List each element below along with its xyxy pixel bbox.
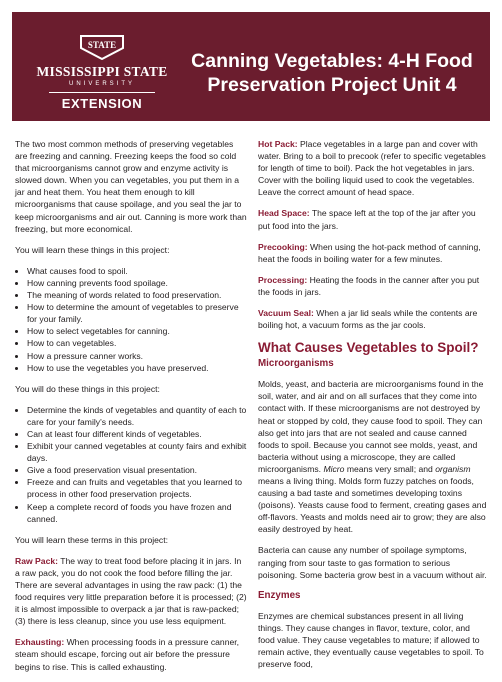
term-vacuum-seal bbox=[258, 307, 488, 331]
right-column bbox=[258, 138, 488, 679]
paragraph-text: means a living thing. Molds form fuzzy patches on foods, causing a bad taste and sometimes developing toxins (poisons). Yeasts cause food to ferment, creating gases and off-flavors. Yeasts and molds need air to grow; they are also easily destroyed by heat. bbox=[258, 475, 487, 535]
logo-university-label: UNIVERSITY bbox=[68, 81, 135, 87]
term-processing bbox=[258, 274, 488, 298]
paragraph-text: Molds, yeast, and bacteria are microorganisms found in the soil, water, and air and on all surfaces that they come into contact with. If these microorganisms are not destroyed by heat or stopped by cold, they cause food to spoil. They can also get into jars that are not sealed and cause canned foods to spoil. Because you cannot see molds, yeast, and bacteria without using a microscope, they are called microorganisms. bbox=[258, 379, 484, 474]
do-heading: You will do these things in this project: bbox=[15, 383, 160, 394]
list-item: • Determine the kinds of vegetables and quantity of each to care for your family's needs. bbox=[27, 404, 247, 428]
term-definition: The space left at the top of the jar after you put food into the jars. bbox=[258, 208, 476, 231]
italic-term: Micro bbox=[323, 463, 345, 474]
enzymes-paragraph: Enzymes are chemical substances present in all living things. They cause changes in flavor, texture, color, and food value. They cause vegetables to mature; if allowed to remain active, they eventually cause vegetables to spoil. To preserve food, bbox=[258, 610, 484, 670]
learn-heading: You will learn these things in this project: bbox=[15, 244, 170, 255]
do-list bbox=[15, 404, 247, 525]
list-item: • How to determine the amount of vegetables to preserve for your family. bbox=[27, 301, 247, 325]
term-label: Exhausting: bbox=[15, 637, 65, 648]
italic-term: organism bbox=[435, 463, 471, 474]
logo-extension-label: EXTENSION bbox=[61, 96, 143, 111]
intro-paragraph: The two most common methods of preserving vegetables are freezing and canning. Freezing keeps the food so cold that microorganisms cannot grow and enzyme activity is slowed down. When you can vegetables, you put them in a jar and heat them. You heat them enough to kill microorganisms that cause spoilage, and you seal the jar to keep microorganisms and air out. Canning is more work than freezing, but more economical. bbox=[15, 139, 247, 234]
term-definition: When processing foods in a pressure canner, steam should escape, forcing out air before the pressure begins to rise. This is called exhausting. bbox=[15, 637, 240, 672]
term-precooking bbox=[258, 241, 488, 265]
left-column bbox=[15, 138, 247, 682]
term-definition: When using the hot-pack method of canning, heat the foods in boiling water for a few minutes. bbox=[258, 241, 481, 264]
logo-divider bbox=[49, 92, 155, 93]
learn-list bbox=[15, 265, 247, 374]
svg-text:STATE: STATE bbox=[87, 40, 117, 50]
paragraph-text: means very small; and bbox=[344, 463, 436, 474]
list-item: • How to can vegetables. bbox=[27, 337, 247, 349]
term-label: Hot Pack: bbox=[258, 139, 298, 149]
term-raw-pack bbox=[15, 555, 247, 628]
terms-heading: You will learn these terms in this project: bbox=[15, 534, 169, 545]
list-item: • The meaning of words related to food preservation. bbox=[27, 289, 247, 301]
msu-extension-logo bbox=[27, 30, 177, 126]
term-definition: The way to treat food before placing it in jars. In a raw pack, you do not cook the food before filling the jar. There are several advantages in using the raw pack: (1) the food requires very little preparation before it is processed; (2) it is almost impossible to overpack a jar that is raw-packed; (3) there is less cleanup, since you use less equipment. bbox=[15, 555, 247, 627]
state-shield-icon bbox=[79, 34, 125, 60]
term-definition: When a jar lid seals while the contents are boiling hot, a vacuum forms as the jar cools. bbox=[258, 308, 478, 331]
subheading-enzymes: Enzymes bbox=[258, 589, 301, 601]
list-item: • How canning prevents food spoilage. bbox=[27, 277, 247, 289]
list-item: • What causes food to spoil. bbox=[27, 265, 247, 277]
list-item: • How to use the vegetables you have preserved. bbox=[27, 362, 247, 374]
list-item: • How to select vegetables for canning. bbox=[27, 325, 247, 337]
bacteria-paragraph: Bacteria can cause any number of spoilage symptoms, ranging from sour taste to gas formation to serious poisoning. Some bacteria grow best in a vacuum without air. bbox=[258, 545, 487, 580]
list-item: • How a pressure canner works. bbox=[27, 350, 247, 362]
term-hot-pack bbox=[258, 138, 488, 198]
term-definition: Place vegetables in a large pan and cover with water. Bring to a boil to precook (refer to specific vegetables for length of time to boil). Pack the hot vegetables in jars. Cover with the boiling liquid used to cook the vegetables. Leave the correct amount of head space. bbox=[258, 139, 486, 198]
list-item: • Can at least four different kinds of vegetables. bbox=[27, 428, 247, 440]
subheading-microorganisms: Microorganisms bbox=[258, 358, 334, 370]
header-banner bbox=[0, 0, 502, 118]
list-item: • Freeze and can fruits and vegetables that you learned to process in other food preservation projects. bbox=[27, 476, 247, 500]
term-label: Processing: bbox=[258, 274, 308, 285]
list-item: • Exhibit your canned vegetables at county fairs and exhibit days. bbox=[27, 440, 247, 464]
section-heading: What Causes Vegetables to Spoil? bbox=[258, 340, 479, 356]
microorganisms-paragraph bbox=[258, 378, 488, 535]
logo-university-name: MISSISSIPPI STATE bbox=[36, 64, 168, 79]
term-label: Raw Pack: bbox=[15, 555, 58, 566]
list-item: • Keep a complete record of foods you have frozen and canned. bbox=[27, 501, 247, 525]
page-title: Canning Vegetables: 4-H Food Preservation Project Unit 4 bbox=[191, 50, 473, 96]
term-exhausting bbox=[15, 636, 247, 672]
term-label: Precooking: bbox=[258, 241, 308, 252]
header-panel bbox=[10, 10, 492, 123]
term-definition: Heating the foods in the canner after you put the foods in jars. bbox=[258, 274, 480, 297]
term-head-space bbox=[258, 207, 488, 231]
term-label: Head Space: bbox=[258, 208, 310, 219]
term-label: Vacuum Seal: bbox=[258, 308, 314, 319]
list-item: • Give a food preservation visual presentation. bbox=[27, 464, 247, 476]
